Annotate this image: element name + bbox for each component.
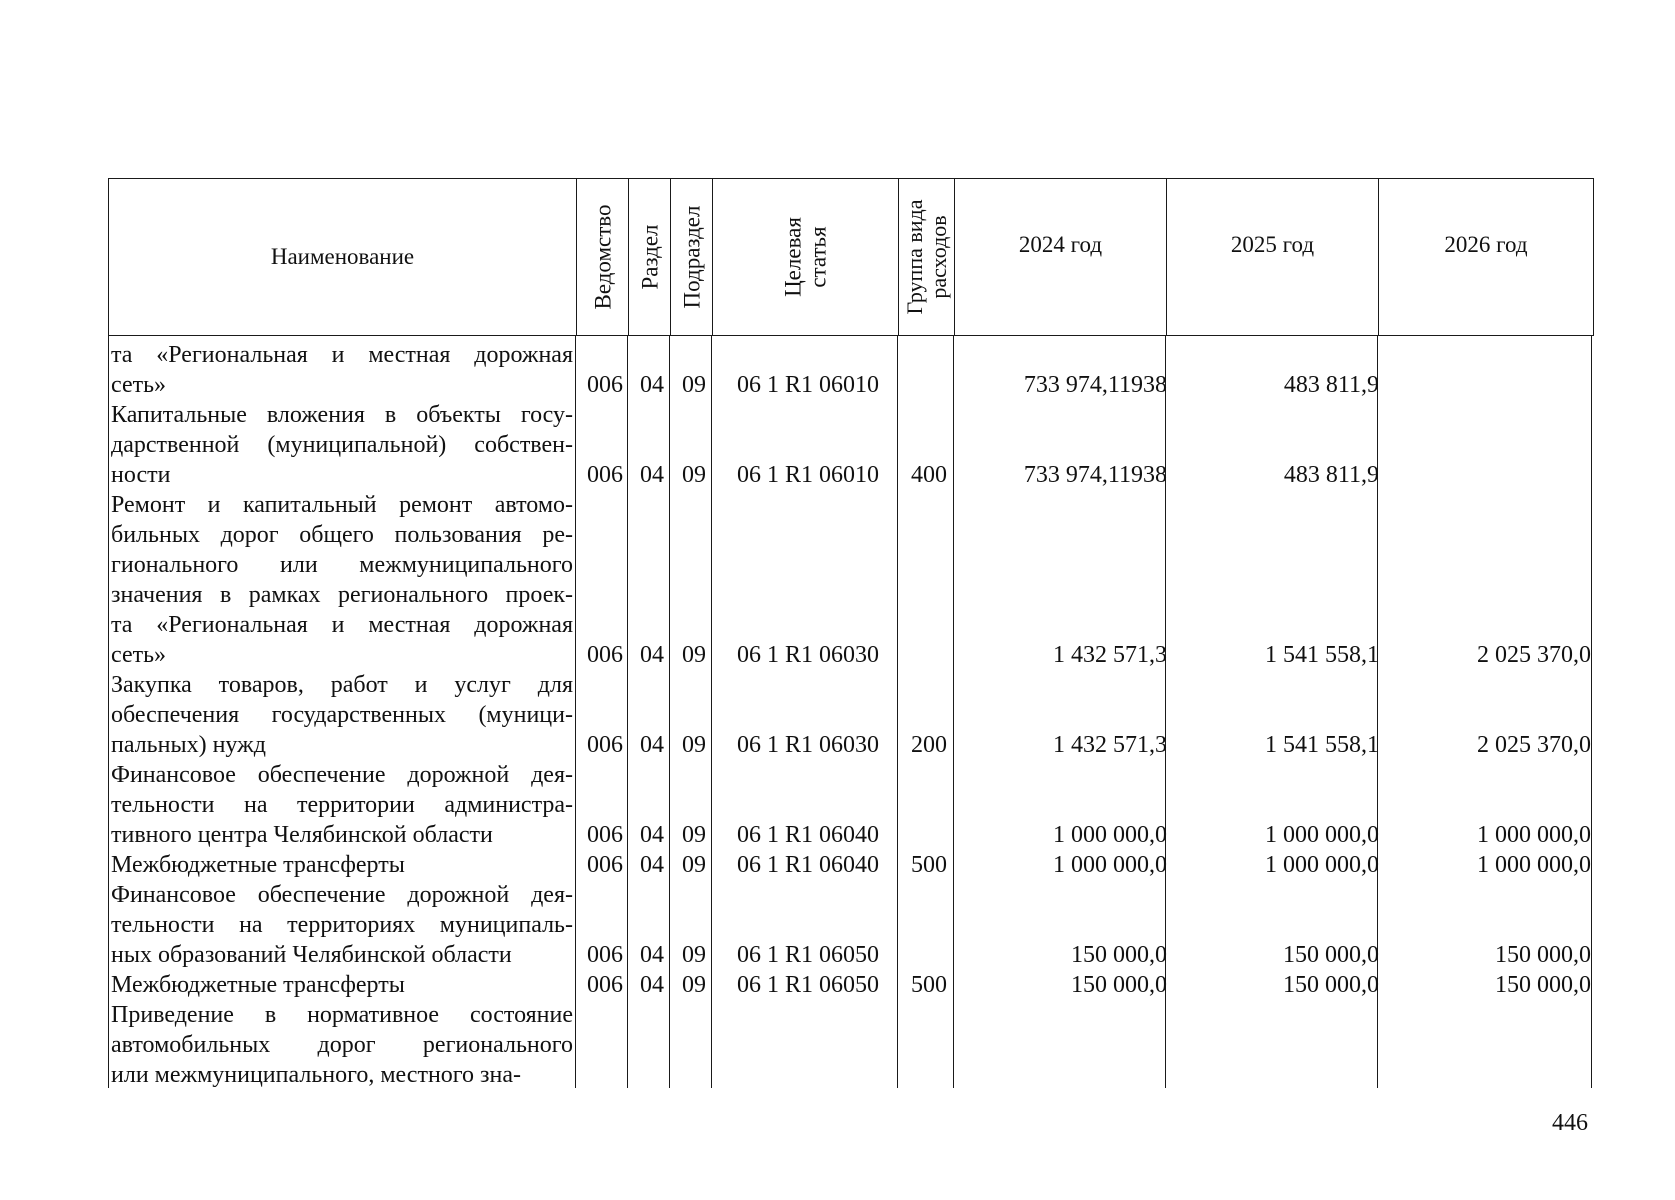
cell-y2025: 1 000 000,0 — [1265, 852, 1379, 878]
cell-y2026: 150 000,0 — [1495, 942, 1591, 968]
budget-table — [108, 178, 1594, 1088]
table-row — [109, 400, 1595, 490]
cell-cel: 06 1 R1 06050 — [736, 972, 879, 998]
cell-pod: 09 — [682, 462, 706, 488]
cell-y2026: 1 000 000,0 — [1477, 822, 1591, 848]
cell-ved: 006 — [587, 372, 623, 398]
row-name-line: Финансовое обеспечение дорожной дея- — [111, 762, 573, 788]
cell-raz: 04 — [640, 942, 664, 968]
row-name-line: дарственной (муниципальной) собствен- — [111, 432, 573, 458]
cell-y2024: 150 000,0 — [1071, 942, 1167, 968]
row-name-line: тельности на территории администра- — [111, 792, 573, 818]
header-podrazdel: Подраздел — [678, 205, 704, 309]
row-name — [111, 400, 573, 490]
row-name-line: автомобильных дорог регионального — [111, 1032, 573, 1058]
cell-pod: 09 — [682, 942, 706, 968]
cell-raz: 04 — [640, 852, 664, 878]
table-row — [109, 760, 1595, 850]
cell-y2024: 1 432 571,3 — [1053, 642, 1167, 668]
cell-y2025: 1 000 000,0 — [1265, 822, 1379, 848]
header-celevaya-cell — [713, 179, 899, 335]
header-2024-cell — [955, 179, 1167, 335]
header-gruppa-line2: расходов — [925, 215, 951, 299]
cell-ved: 006 — [587, 972, 623, 998]
page-number: 446 — [1552, 1110, 1588, 1136]
row-name-line: гионального или межмуниципального — [111, 552, 573, 578]
cell-grp: 500 — [911, 972, 947, 998]
row-name-line: Капитальные вложения в объекты госу- — [111, 402, 573, 428]
table-row — [109, 1000, 1595, 1090]
header-gruppa-cell — [899, 179, 955, 335]
header-razdel: Раздел — [636, 224, 662, 290]
table-row — [109, 880, 1595, 970]
cell-raz: 04 — [640, 732, 664, 758]
cell-y2024: 1 000 000,0 — [1053, 822, 1167, 848]
cell-y2024: 1 000 000,0 — [1053, 852, 1167, 878]
cell-pod: 09 — [682, 852, 706, 878]
cell-raz: 04 — [640, 372, 664, 398]
row-name-line: Ремонт и капитальный ремонт автомо- — [111, 492, 573, 518]
cell-ved: 006 — [587, 732, 623, 758]
header-2025-cell — [1167, 179, 1379, 335]
row-name — [111, 490, 573, 670]
header-2025: 2025 год — [1230, 231, 1315, 257]
header-name-cell — [109, 179, 577, 335]
cell-ved: 006 — [587, 822, 623, 848]
header-celevaya-line2: статья — [805, 226, 831, 288]
cell-ved: 006 — [587, 642, 623, 668]
cell-y2026: 1 000 000,0 — [1477, 852, 1591, 878]
row-name — [111, 760, 573, 850]
table-body — [108, 336, 1594, 1088]
cell-y2024: 733 974,11938 — [1023, 462, 1167, 488]
cell-y2025: 150 000,0 — [1283, 942, 1379, 968]
table-row — [109, 850, 1595, 880]
row-name-line: пальных) нужд — [111, 732, 266, 758]
cell-cel: 06 1 R1 06010 — [736, 372, 879, 398]
row-name-line: ных образований Челябинской области — [111, 942, 512, 968]
cell-ved: 006 — [587, 852, 623, 878]
cell-cel: 06 1 R1 06040 — [736, 822, 879, 848]
row-name-line: бильных дорог общего пользования ре- — [111, 522, 573, 548]
row-name-line: тивного центра Челябинской области — [111, 822, 493, 848]
header-vedomstvo: Ведомство — [589, 204, 615, 310]
row-name-line: Межбюджетные трансферты — [111, 852, 405, 878]
cell-cel: 06 1 R1 06030 — [736, 642, 879, 668]
header-2024: 2024 год — [1018, 231, 1103, 257]
cell-y2026: 2 025 370,0 — [1477, 642, 1591, 668]
cell-cel: 06 1 R1 06050 — [736, 942, 879, 968]
header-2026: 2026 год — [1444, 231, 1528, 257]
cell-pod: 09 — [682, 822, 706, 848]
header-razdel-cell — [629, 179, 671, 335]
cell-cel: 06 1 R1 06030 — [736, 732, 879, 758]
cell-cel: 06 1 R1 06040 — [736, 852, 879, 878]
header-celevaya-line1: Целевая — [780, 217, 806, 297]
cell-y2024: 150 000,0 — [1071, 972, 1167, 998]
cell-raz: 04 — [640, 642, 664, 668]
cell-ved: 006 — [587, 942, 623, 968]
cell-pod: 09 — [682, 972, 706, 998]
row-name — [111, 970, 573, 1000]
cell-y2025: 483 811,9 — [1283, 462, 1379, 488]
row-name-line: Межбюджетные трансферты — [111, 972, 405, 998]
row-name-line: та «Региональная и местная дорожная — [111, 612, 573, 638]
cell-grp: 400 — [911, 462, 947, 488]
table-row — [109, 970, 1595, 1000]
cell-ved: 006 — [587, 462, 623, 488]
row-name-line: сеть» — [111, 372, 167, 398]
row-name-line: Финансовое обеспечение дорожной дея- — [111, 882, 573, 908]
cell-grp: 500 — [911, 852, 947, 878]
header-gruppa — [902, 200, 950, 315]
row-name — [111, 340, 573, 400]
row-name-line: обеспечения государственных (муници- — [111, 702, 573, 728]
cell-raz: 04 — [640, 822, 664, 848]
header-vedomstvo-cell — [577, 179, 629, 335]
cell-raz: 04 — [640, 462, 664, 488]
row-name — [111, 1000, 573, 1090]
table-row — [109, 340, 1595, 400]
table-row — [109, 490, 1595, 670]
row-name-line: ности — [111, 462, 171, 488]
cell-y2025: 1 541 558,1 — [1265, 642, 1379, 668]
cell-y2026: 150 000,0 — [1495, 972, 1591, 998]
cell-grp: 200 — [911, 732, 947, 758]
header-gruppa-line1: Группа вида — [901, 199, 927, 315]
table-header — [108, 178, 1594, 336]
row-name-line: сеть» — [111, 642, 167, 668]
header-celevaya — [780, 217, 831, 297]
cell-raz: 04 — [640, 972, 664, 998]
row-name-line: или межмуниципального, местного зна- — [111, 1062, 522, 1088]
row-name-line: Приведение в нормативное состояние — [111, 1002, 573, 1028]
row-name-line: тельности на территориях муниципаль- — [111, 912, 573, 938]
row-name — [111, 670, 573, 760]
header-name: Наименование — [270, 244, 415, 269]
cell-y2025: 483 811,9 — [1283, 372, 1379, 398]
row-name — [111, 880, 573, 970]
cell-cel: 06 1 R1 06010 — [736, 462, 879, 488]
cell-y2025: 150 000,0 — [1283, 972, 1379, 998]
cell-y2024: 1 432 571,3 — [1053, 732, 1167, 758]
cell-y2026: 2 025 370,0 — [1477, 732, 1591, 758]
cell-pod: 09 — [682, 732, 706, 758]
cell-pod: 09 — [682, 372, 706, 398]
cell-y2024: 733 974,11938 — [1023, 372, 1167, 398]
table-row — [109, 670, 1595, 760]
header-2026-cell — [1379, 179, 1593, 335]
row-name-line: та «Региональная и местная дорожная — [111, 342, 573, 368]
cell-y2025: 1 541 558,1 — [1265, 732, 1379, 758]
header-podrazdel-cell — [671, 179, 713, 335]
row-name-line: Закупка товаров, работ и услуг для — [111, 672, 573, 698]
row-name — [111, 850, 573, 880]
cell-pod: 09 — [682, 642, 706, 668]
row-name-line: значения в рамках регионального проек- — [111, 582, 573, 608]
